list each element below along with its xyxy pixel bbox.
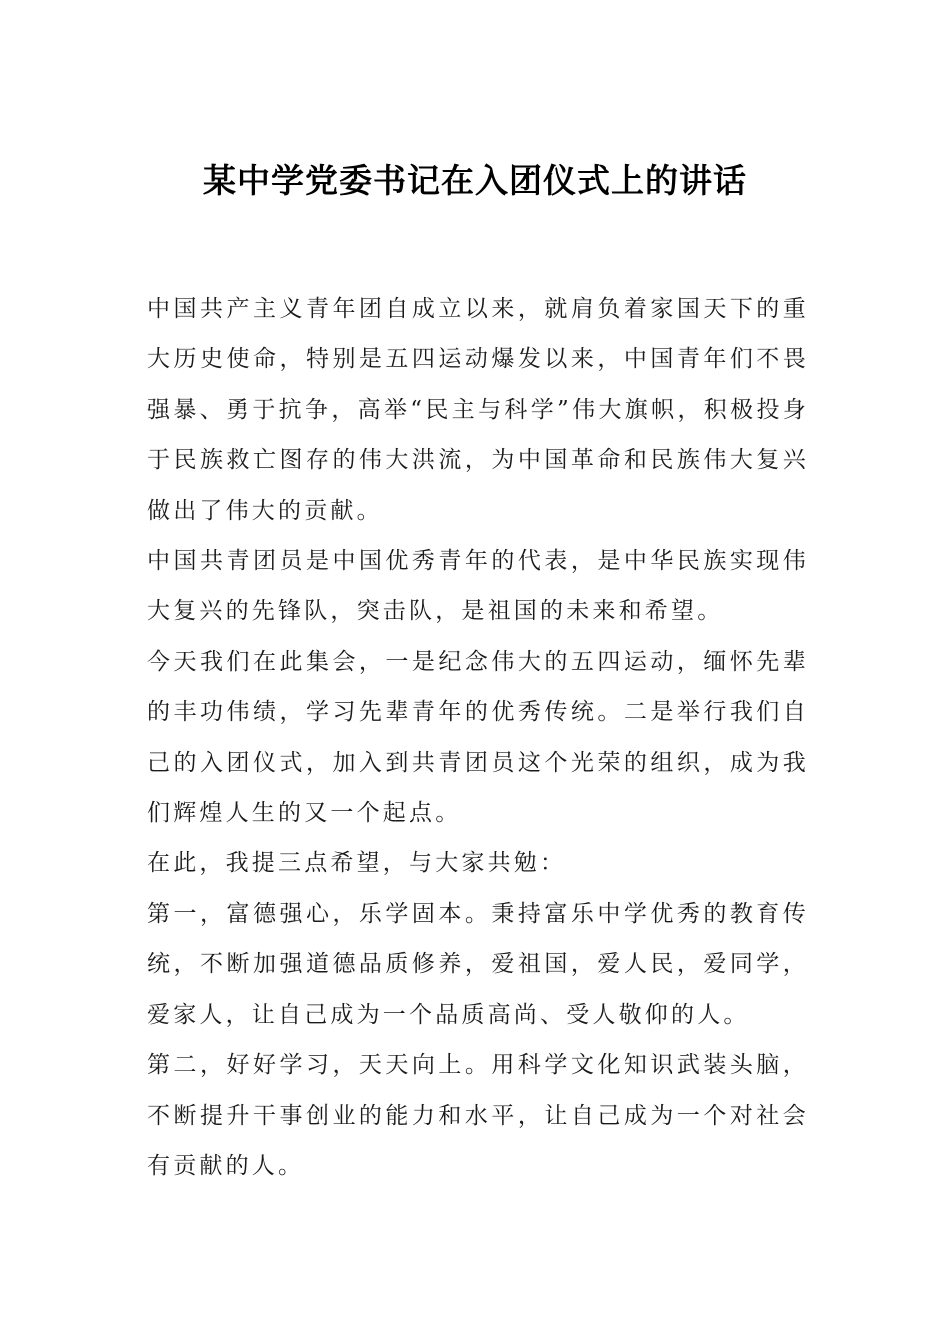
paragraph-intro-history: 中国共产主义青年团自成立以来，就肩负着家国天下的重大历史使命，特别是五四运动爆发以来，中国青年们不畏强暴、勇于抗争，高举“民主与科学”伟大旗帜，积极投身于民族救亡图存的伟大洪流，为中国革命和民族伟大复兴做出了伟大的贡献。: [147, 296, 809, 524]
document-body: [147, 284, 809, 1191]
paragraph-hope-first: 第一，富德强心，乐学固本。秉持富乐中学优秀的教育传统，不断加强道德品质修养，爱祖国，爱人民，爱同学，爱家人，让自己成为一个品质高尚、受人敬仰的人。: [147, 900, 809, 1028]
paragraph-three-hopes: 在此，我提三点希望，与大家共勉：: [147, 850, 567, 877]
paragraph-gathering-purpose: 今天我们在此集会，一是纪念伟大的五四运动，缅怀先辈的丰功伟绩，学习先辈青年的优秀传统。二是举行我们自己的入团仪式，加入到共青团员这个光荣的组织，成为我们辉煌人生的又一个起点。: [147, 648, 809, 827]
document-title: 某中学党委书记在入团仪式上的讲话: [203, 161, 747, 200]
paragraph-hope-second: 第二，好好学习，天天向上。用科学文化知识武装头脑，不断提升干事创业的能力和水平，让自己成为一个对社会有贡献的人。: [147, 1052, 809, 1179]
paragraph-league-members: 中国共青团员是中国优秀青年的代表，是中华民族实现伟大复兴的先锋队，突击队，是祖国的未来和希望。: [147, 548, 809, 625]
